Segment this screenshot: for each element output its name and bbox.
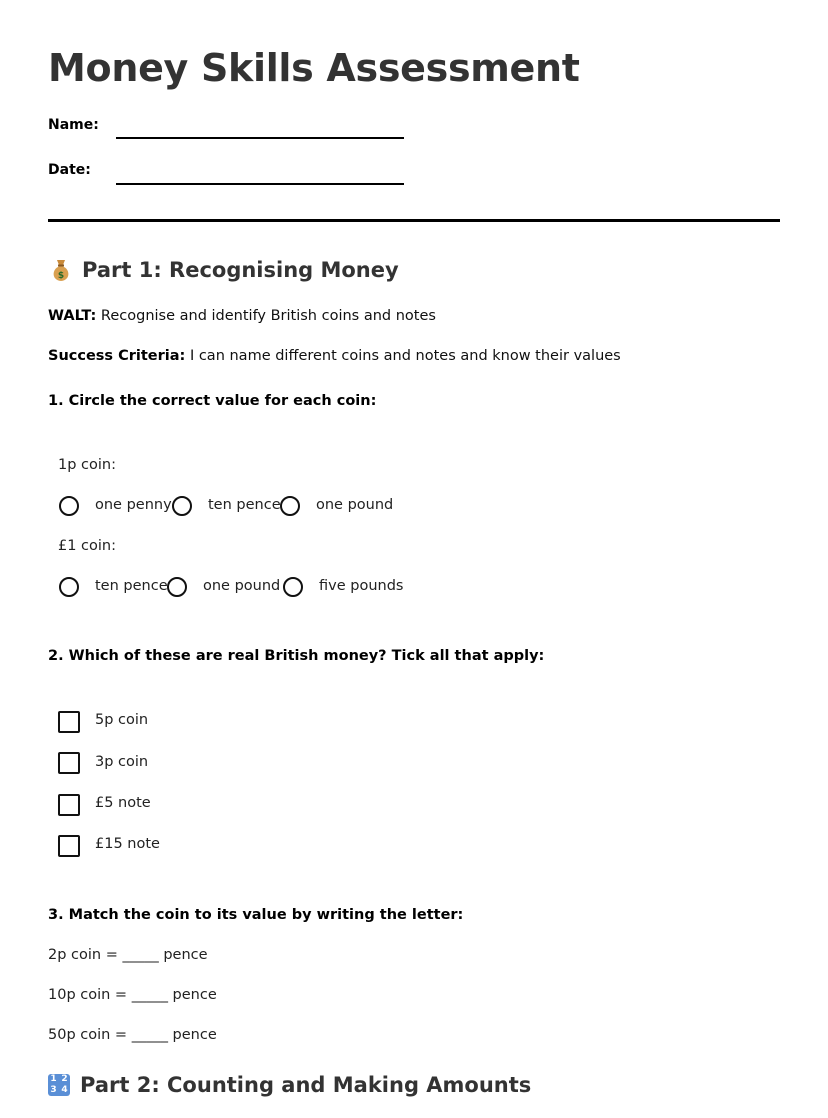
name-label: Name: [48, 117, 99, 133]
q1-item1-option-1: one penny [95, 497, 172, 513]
q2-checkbox-1[interactable] [58, 711, 80, 733]
q1-item1-radio-3[interactable] [280, 496, 300, 516]
q1-prompt: 1. Circle the correct value for each coin: [48, 393, 377, 409]
q1-item1-option-2: ten pence [208, 497, 281, 513]
q2-option-4: £15 note [95, 836, 160, 852]
part1-heading [50, 258, 399, 282]
q1-item2-option-3: five pounds [319, 578, 404, 594]
q2-option-1: 5p coin [95, 712, 149, 728]
q1-item2-radio-2[interactable] [167, 577, 187, 597]
part1-heading-text: Part 1: Recognising Money [82, 258, 399, 282]
q3-prompt: 3. Match the coin to its value by writing the letter: [48, 907, 464, 923]
q2-option-2: 3p coin [95, 754, 149, 770]
money-bag-icon [50, 258, 72, 282]
part2-heading [48, 1073, 531, 1097]
success-criteria-label: Success Criteria: [48, 348, 186, 364]
date-field[interactable] [116, 183, 404, 185]
part2-heading-text: Part 2: Counting and Making Amounts [80, 1073, 532, 1097]
q1-item2-option-1: ten pence [95, 578, 168, 594]
q3-line-3[interactable]: 50p coin = _____ pence [48, 1027, 217, 1043]
q2-prompt: 2. Which of these are real British money? Tick all that apply: [48, 648, 545, 664]
input-numbers-icon: 1 2 3 4 [48, 1074, 70, 1096]
q1-item1-radio-1[interactable] [59, 496, 79, 516]
q1-item2-radio-1[interactable] [59, 577, 79, 597]
q2-checkbox-4[interactable] [58, 835, 80, 857]
header-divider [48, 219, 780, 222]
page-title: Money Skills Assessment [48, 46, 580, 90]
q3-line-1[interactable]: 2p coin = _____ pence [48, 947, 208, 963]
q1-item-label: 1p coin: [58, 457, 116, 473]
q2-checkbox-3[interactable] [58, 794, 80, 816]
date-label: Date: [48, 162, 91, 178]
q1-item2-option-2: one pound [203, 578, 281, 594]
walt-line [48, 308, 436, 324]
walt-text: Recognise and identify British coins and notes [100, 308, 436, 324]
name-field[interactable] [116, 137, 404, 139]
q1-item1-option-3: one pound [316, 497, 394, 513]
q2-checkbox-2[interactable] [58, 752, 80, 774]
walt-label: WALT: [48, 308, 97, 324]
q1-item1-radio-2[interactable] [172, 496, 192, 516]
success-criteria-text: I can name different coins and notes and know their values [189, 348, 621, 364]
svg-text:$: $ [57, 271, 65, 281]
q1-item-label: £1 coin: [58, 538, 117, 554]
q3-line-2[interactable]: 10p coin = _____ pence [48, 987, 217, 1003]
q2-option-3: £5 note [95, 795, 151, 811]
success-criteria-line [48, 348, 621, 364]
q1-item2-radio-3[interactable] [283, 577, 303, 597]
